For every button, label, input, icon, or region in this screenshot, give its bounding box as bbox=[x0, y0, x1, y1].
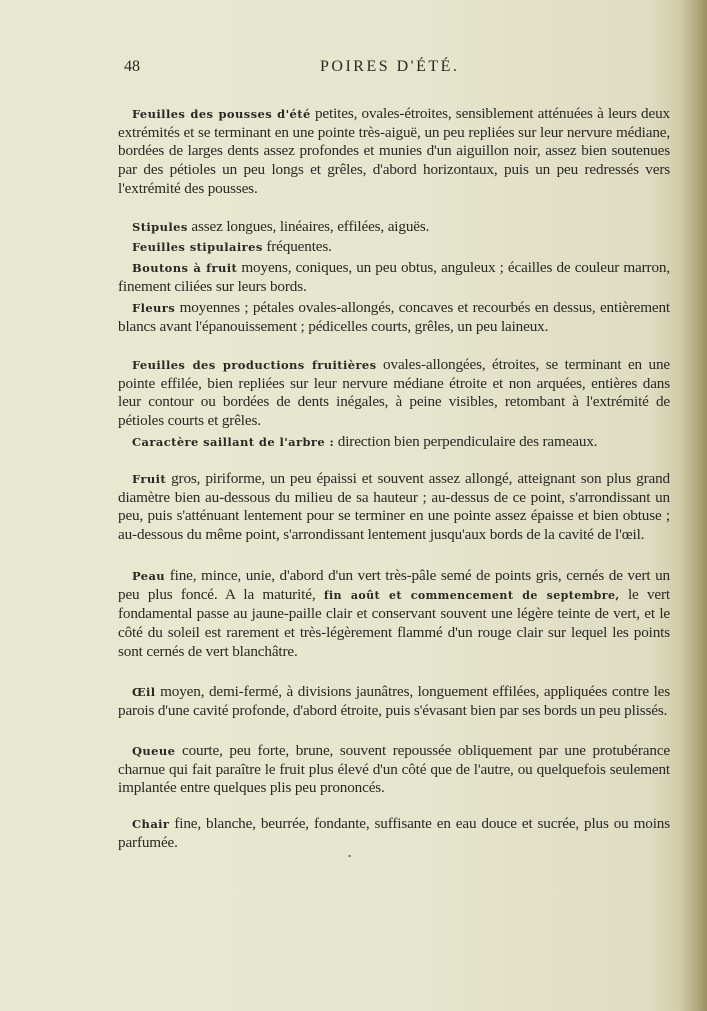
paragraph-text: fine, mince, unie, d'abord d'un vert très-pâle semé de points gris, cernés de vert un peu plus foncé. A la maturité, bbox=[118, 567, 670, 603]
paragraph-lead: Queue bbox=[132, 744, 176, 759]
paragraph-lead: Feuilles des productions fruitières bbox=[132, 358, 377, 373]
paragraph-text: fréquentes. bbox=[262, 238, 332, 256]
paragraph-lead: Fleurs bbox=[132, 301, 176, 316]
ink-speck bbox=[348, 855, 351, 857]
paragraph-lead: Boutons à fruit bbox=[132, 261, 238, 276]
paragraph-text: moyennes ; pétales ovales-allongés, concaves et recourbés en dessus, entièrement blancs avant l'épanouissement ; pédicelles courts, grêles, un peu laineux. bbox=[118, 299, 670, 335]
page-edge-shadow bbox=[679, 0, 707, 1011]
paragraph-text: ovales-allongées, étroites, se terminant en une pointe effilée, bien repliées sur leur nervure médiane étroite et non arquées, entières dans leur contour ou bordées de dents inégales, à peine visibles, retombant à l'extrémité de pétioles courts et grêles. bbox=[118, 356, 670, 429]
paragraph-chair bbox=[118, 815, 670, 852]
paragraph-lead: Chair bbox=[132, 817, 170, 832]
paragraph-text: courte, peu forte, brune, souvent repoussée obliquement par une protubérance charnue qui fait paraître le fruit plus élevé d'un côté que de l'autre, ou quelquefois seulement implantée entre quelques plis peu prononcés. bbox=[118, 742, 670, 797]
paragraph-feuilles-productions bbox=[118, 356, 670, 430]
paragraph-bold-inline: fin août et commencement de septembre, bbox=[323, 588, 620, 602]
paragraph-text: moyens, coniques, un peu obtus, anguleux ; écailles de couleur marron, finement ciliées sur leurs bords. bbox=[118, 259, 671, 295]
paragraph-lead: Œil bbox=[132, 685, 156, 700]
paragraph-feuilles-pousses bbox=[118, 105, 670, 198]
running-title: POIRES D'ÉTÉ. bbox=[320, 58, 460, 75]
paragraph-lead: Caractère saillant de l'arbre : bbox=[132, 435, 335, 450]
page-number: 48 bbox=[124, 58, 140, 75]
paragraph-text: moyen, demi-fermé, à divisions jaunâtres, longuement effilées, appliquées contre les parois d'une cavité profonde, d'abord étroite, puis s'évasant bien par ses bords un peu plissés. bbox=[118, 683, 670, 719]
paragraph-text: gros, piriforme, un peu épaissi et souvent assez allongé, atteignant son plus grand diamètre bien au-dessous du milieu de sa hauteur ; au-dessus de ce point, s'arrondissant un peu, puis s'atténuant lentement pour se terminer en une pointe assez épaisse et bien obtuse ; au-dessous du même point, s'arrondissant lentement jusqu'aux bords de la cavité de l'œil. bbox=[118, 470, 670, 543]
paragraph-queue bbox=[118, 742, 670, 798]
paragraph-lead: Fruit bbox=[132, 472, 167, 487]
paragraph-lead: Peau bbox=[132, 569, 166, 584]
paragraph-boutons bbox=[118, 259, 670, 296]
paragraph-text: assez longues, linéaires, effilées, aiguës. bbox=[187, 218, 430, 236]
paragraph-lead: Feuilles des pousses d'été bbox=[132, 107, 311, 122]
paragraph-stipules bbox=[118, 218, 670, 237]
paragraph-peau bbox=[118, 567, 670, 661]
paragraph-text: petites, ovales-étroites, sensiblement atténuées à leurs deux extrémités et se terminant en une pointe très-aiguë, un peu repliées sur leur nervure médiane, bordées de larges dents assez profondes et munies d'un aiguillon noir, assez bien soutenues par des pétioles un peu longs et grêles, d'abord horizontaux, puis un peu redressés vers l'extrémité des pousses. bbox=[118, 105, 670, 197]
paragraph-caractere bbox=[118, 433, 670, 452]
paragraph-text-continued: le vert fondamental passe au jaune-paille clair et conservant souvent une légère teinte de vert, et le côté du soleil est rarement et très-légèrement flammé d'un rouge clair sur lequel les points sont cernés de vert blanchâtre. bbox=[118, 585, 670, 660]
paragraph-text: direction bien perpendiculaire des rameaux. bbox=[334, 433, 598, 451]
paragraph-oeil bbox=[118, 683, 670, 720]
paragraph-lead: Stipules bbox=[132, 220, 188, 235]
paragraph-lead: Feuilles stipulaires bbox=[132, 240, 263, 255]
paragraph-feuilles-stipulaires bbox=[118, 238, 670, 257]
paragraph-fruit bbox=[118, 470, 670, 544]
paragraph-fleurs bbox=[118, 299, 670, 336]
paragraph-text: fine, blanche, beurrée, fondante, suffisante en eau douce et sucrée, plus ou moins parfumée. bbox=[118, 815, 670, 851]
